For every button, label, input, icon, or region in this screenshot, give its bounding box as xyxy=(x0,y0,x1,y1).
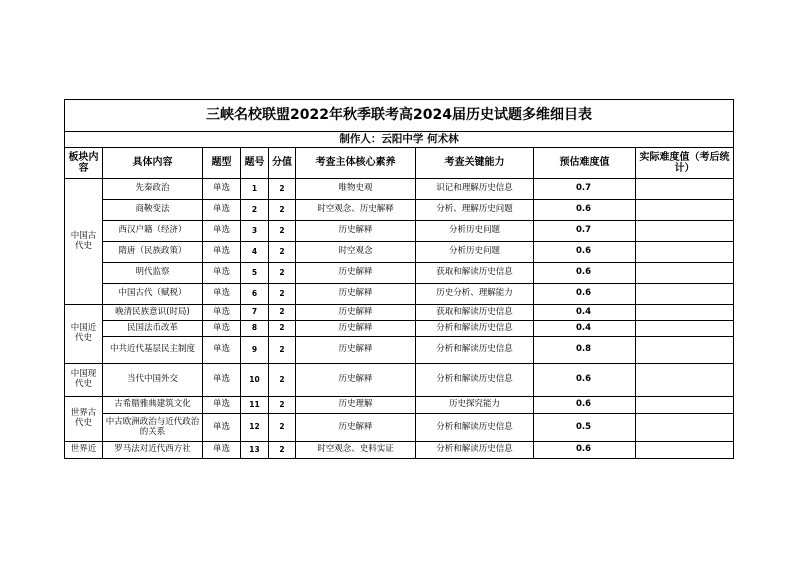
content-cell: 先秦政治 xyxy=(103,179,203,200)
ability-cell: 分析和解读历史信息 xyxy=(416,414,534,442)
est-difficulty-cell: 0.7 xyxy=(534,179,636,200)
ability-cell: 分析历史问题 xyxy=(416,242,534,263)
score-cell: 2 xyxy=(269,221,296,242)
number-cell: 10 xyxy=(241,364,269,397)
score-cell: 2 xyxy=(269,321,296,337)
content-cell: 明代监察 xyxy=(103,263,203,284)
content-cell: 罗马法对近代西方社 xyxy=(103,442,203,459)
competency-cell: 历史解释 xyxy=(296,337,416,364)
competency-cell: 历史解释 xyxy=(296,321,416,337)
competency-cell: 历史解释 xyxy=(296,221,416,242)
ability-cell: 分析和解读历史信息 xyxy=(416,337,534,364)
actual-difficulty-cell xyxy=(636,263,734,284)
score-cell: 2 xyxy=(269,305,296,321)
actual-difficulty-cell xyxy=(636,397,734,414)
type-cell: 单选 xyxy=(203,337,241,364)
table-row xyxy=(65,414,734,442)
section-cell: 世界近 xyxy=(65,442,103,459)
actual-difficulty-cell xyxy=(636,305,734,321)
number-cell: 5 xyxy=(241,263,269,284)
type-cell: 单选 xyxy=(203,397,241,414)
table-row xyxy=(65,337,734,364)
actual-difficulty-cell xyxy=(636,364,734,397)
table-row xyxy=(65,397,734,414)
est-difficulty-cell: 0.4 xyxy=(534,321,636,337)
ability-cell: 分析和解读历史信息 xyxy=(416,321,534,337)
section-cell: 中国近代史 xyxy=(65,305,103,364)
actual-difficulty-cell xyxy=(636,284,734,305)
number-cell: 13 xyxy=(241,442,269,459)
content-cell: 中古欧洲政治与近代政治的关系 xyxy=(103,414,203,442)
number-cell: 3 xyxy=(241,221,269,242)
ability-cell: 分析和解读历史信息 xyxy=(416,364,534,397)
est-difficulty-cell: 0.6 xyxy=(534,284,636,305)
type-cell: 单选 xyxy=(203,442,241,459)
score-cell: 2 xyxy=(269,200,296,221)
est-difficulty-cell: 0.4 xyxy=(534,305,636,321)
table-row xyxy=(65,284,734,305)
actual-difficulty-cell xyxy=(636,414,734,442)
number-cell: 2 xyxy=(241,200,269,221)
est-difficulty-cell: 0.6 xyxy=(534,263,636,284)
header-number: 题号 xyxy=(241,148,269,179)
header-ability: 考查关键能力 xyxy=(416,148,534,179)
est-difficulty-cell: 0.8 xyxy=(534,337,636,364)
content-cell: 古希腊雅典建筑文化 xyxy=(103,397,203,414)
header-score: 分值 xyxy=(269,148,296,179)
ability-cell: 分析、理解历史问题 xyxy=(416,200,534,221)
est-difficulty-cell: 0.6 xyxy=(534,397,636,414)
actual-difficulty-cell xyxy=(636,242,734,263)
number-cell: 12 xyxy=(241,414,269,442)
type-cell: 单选 xyxy=(203,321,241,337)
score-cell: 2 xyxy=(269,364,296,397)
competency-cell: 时空观念 xyxy=(296,242,416,263)
score-cell: 2 xyxy=(269,414,296,442)
competency-cell: 历史解释 xyxy=(296,305,416,321)
competency-cell: 历史解释 xyxy=(296,364,416,397)
content-cell: 民国法币改革 xyxy=(103,321,203,337)
table-row xyxy=(65,179,734,200)
est-difficulty-cell: 0.5 xyxy=(534,414,636,442)
score-cell: 2 xyxy=(269,442,296,459)
type-cell: 单选 xyxy=(203,305,241,321)
competency-cell: 历史解释 xyxy=(296,284,416,305)
ability-cell: 历史探究能力 xyxy=(416,397,534,414)
type-cell: 单选 xyxy=(203,242,241,263)
content-cell: 西汉户籍（经济） xyxy=(103,221,203,242)
content-cell: 当代中国外交 xyxy=(103,364,203,397)
number-cell: 4 xyxy=(241,242,269,263)
header-est-difficulty: 预估难度值 xyxy=(534,148,636,179)
score-cell: 2 xyxy=(269,397,296,414)
header-competency: 考查主体核心素养 xyxy=(296,148,416,179)
item-spec-table xyxy=(64,99,734,459)
number-cell: 7 xyxy=(241,305,269,321)
type-cell: 单选 xyxy=(203,263,241,284)
ability-cell: 分析和解读历史信息 xyxy=(416,442,534,459)
table-row xyxy=(65,442,734,459)
competency-cell: 时空观念、史料实证 xyxy=(296,442,416,459)
type-cell: 单选 xyxy=(203,364,241,397)
est-difficulty-cell: 0.6 xyxy=(534,442,636,459)
author-line: 制作人：云阳中学 何术林 xyxy=(65,132,734,148)
section-cell: 世界古代史 xyxy=(65,397,103,442)
section-cell: 中国古代史 xyxy=(65,179,103,305)
header-type: 题型 xyxy=(203,148,241,179)
type-cell: 单选 xyxy=(203,221,241,242)
type-cell: 单选 xyxy=(203,179,241,200)
ability-cell: 识记和理解历史信息 xyxy=(416,179,534,200)
type-cell: 单选 xyxy=(203,414,241,442)
header-section: 板块内容 xyxy=(65,148,103,179)
table-row xyxy=(65,242,734,263)
section-cell: 中国现代史 xyxy=(65,364,103,397)
est-difficulty-cell: 0.6 xyxy=(534,200,636,221)
header-content: 具体内容 xyxy=(103,148,203,179)
score-cell: 2 xyxy=(269,179,296,200)
actual-difficulty-cell xyxy=(636,321,734,337)
content-cell: 商鞅变法 xyxy=(103,200,203,221)
table-row xyxy=(65,305,734,321)
ability-cell: 获取和解读历史信息 xyxy=(416,263,534,284)
table-row xyxy=(65,321,734,337)
competency-cell: 唯物史观 xyxy=(296,179,416,200)
competency-cell: 历史解释 xyxy=(296,263,416,284)
table-row xyxy=(65,364,734,397)
header-row xyxy=(65,148,734,179)
competency-cell: 时空观念、历史解释 xyxy=(296,200,416,221)
header-actual-difficulty: 实际难度值（考后统计） xyxy=(636,148,734,179)
table-row xyxy=(65,263,734,284)
number-cell: 6 xyxy=(241,284,269,305)
actual-difficulty-cell xyxy=(636,221,734,242)
content-cell: 中国古代（赋税） xyxy=(103,284,203,305)
type-cell: 单选 xyxy=(203,284,241,305)
ability-cell: 分析历史问题 xyxy=(416,221,534,242)
number-cell: 9 xyxy=(241,337,269,364)
score-cell: 2 xyxy=(269,242,296,263)
est-difficulty-cell: 0.6 xyxy=(534,242,636,263)
ability-cell: 历史分析、理解能力 xyxy=(416,284,534,305)
table-row xyxy=(65,221,734,242)
est-difficulty-cell: 0.7 xyxy=(534,221,636,242)
table-row xyxy=(65,200,734,221)
competency-cell: 历史理解 xyxy=(296,397,416,414)
competency-cell: 历史解释 xyxy=(296,414,416,442)
actual-difficulty-cell xyxy=(636,337,734,364)
actual-difficulty-cell xyxy=(636,442,734,459)
score-cell: 2 xyxy=(269,284,296,305)
number-cell: 11 xyxy=(241,397,269,414)
score-cell: 2 xyxy=(269,337,296,364)
table-title: 三峡名校联盟2022年秋季联考高2024届历史试题多维细目表 xyxy=(65,100,734,132)
content-cell: 中共近代基层民主制度 xyxy=(103,337,203,364)
score-cell: 2 xyxy=(269,263,296,284)
type-cell: 单选 xyxy=(203,200,241,221)
actual-difficulty-cell xyxy=(636,179,734,200)
content-cell: 晚清民族意识(时局) xyxy=(103,305,203,321)
content-cell: 隋唐（民族政策） xyxy=(103,242,203,263)
est-difficulty-cell: 0.6 xyxy=(534,364,636,397)
number-cell: 8 xyxy=(241,321,269,337)
number-cell: 1 xyxy=(241,179,269,200)
actual-difficulty-cell xyxy=(636,200,734,221)
ability-cell: 获取和解读历史信息 xyxy=(416,305,534,321)
